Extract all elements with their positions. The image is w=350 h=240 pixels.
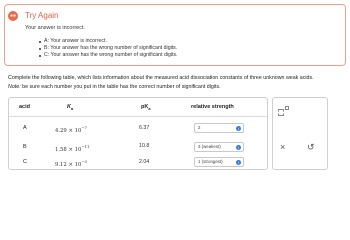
base-box [278,109,284,116]
note-body: be sure each number you put in the table has the correct number of significant digits. [20,84,221,90]
row-b-ka [55,144,89,153]
row-a-acid: A [23,125,27,131]
row-c-ka-coef: 9.12 × 10 [55,161,82,168]
row-a-ka-exp: −7 [81,125,87,130]
row-b-acid: B [23,144,27,150]
info-icon[interactable]: i [236,160,241,165]
feedback-list [39,38,178,59]
row-c-pka: 2.04 [139,159,150,165]
row-c-strength-select[interactable] [194,157,244,167]
row-b-strength-value: 3 (weakest) [198,144,221,149]
row-a-strength-select[interactable] [194,123,244,133]
feedback-item-b: B: Your answer has the wrong number of significant digits. [39,45,178,52]
note-text [8,84,221,90]
header-ka-subscript: a [70,107,74,112]
feedback-title: Try Again [25,11,59,20]
feedback-item-c: C: Your answer has the wrong number of significant digits. [39,52,178,59]
row-b-ka-coef: 1.58 × 10 [55,146,82,153]
info-icon[interactable]: i [236,126,241,131]
tools-panel [272,97,328,170]
header-pka-subscript: a [148,107,151,112]
header-ka [67,104,73,111]
row-b-strength-select[interactable] [194,142,244,152]
header-pka [141,104,150,111]
clear-icon[interactable]: × [280,142,286,152]
row-c-acid: C [23,159,27,165]
info-icon[interactable]: i [236,145,241,150]
row-b-pka: 10.8 [139,143,150,149]
row-c-strength-value: 1 (strongest) [198,159,223,164]
feedback-item-a: A: Your answer is incorrect. [39,38,178,45]
header-ka-symbol: K [67,104,71,110]
row-a-strength-value: 2 [198,125,201,130]
header-acid: acid [19,104,31,110]
answer-table [8,97,268,170]
feedback-subtitle: Your answer is incorrect. [25,25,86,31]
undo-icon[interactable]: ↺ [307,142,315,152]
exponent-box [285,106,289,110]
header-pka-symbol: pK [141,104,149,110]
header-divider [9,116,267,117]
row-c-ka-exp: −3 [81,159,87,164]
feedback-box [4,4,346,66]
header-relative-strength: relative strength [191,104,234,110]
instructions-text: Complete the following table, which lists information about the measured acid dissociation constants of three unknown weak acids. [8,75,314,81]
note-label: Note: [8,84,21,90]
row-b-ka-exp: −11 [81,144,90,149]
row-a-ka-coef: 4.29 × 10 [55,127,82,134]
warning-icon: ●● [9,13,17,19]
row-a-ka [55,125,87,134]
row-c-ka [55,159,87,168]
superscript-tool-icon[interactable] [278,106,290,116]
row-a-pka: 6.37 [139,125,150,131]
